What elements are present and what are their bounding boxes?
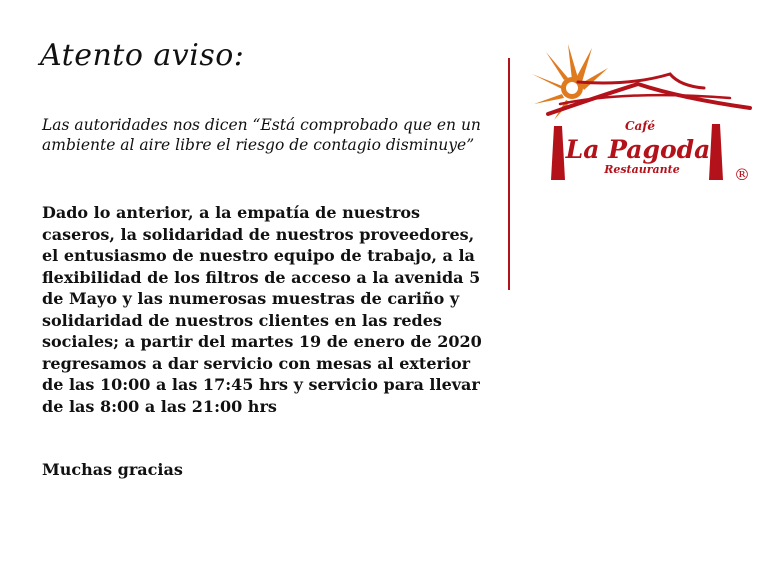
registered-mark: ® [734, 165, 750, 184]
notice-body: Dado lo anterior, a la empatía de nuestros caseros, la solidaridad de nuestros proveedores, el entusiasmo de nuestro equipo de trabajo, a la flexibilidad de los filtros de acceso a la avenida 5 de Mayo y las numerosas muestras de cariño y solidaridad de nuestros clientes en las redes sociales; a partir del martes 19 de enero de 2020 regresamos a dar servicio con mesas al exterior de las 10:00 a las 17:45 hrs y servicio para llevar de las 8:00 a las 21:00 hrs [42, 203, 482, 416]
vertical-divider [508, 58, 510, 290]
logo-name-text: La Pagoda [565, 135, 711, 164]
left-pillar [551, 126, 565, 180]
notice-heading: Atento aviso: [40, 38, 245, 73]
closing-text: Muchas gracias [42, 460, 183, 479]
right-pillar [709, 124, 723, 180]
restaurant-logo [520, 38, 760, 188]
logo-subtitle-text: Restaurante [604, 163, 680, 176]
authorities-quote: Las autoridades nos dicen “Está comprobado que en un ambiente al aire libre el riesgo de contagio disminuye” [42, 116, 481, 154]
logo-cafe-text: Café [624, 119, 656, 133]
